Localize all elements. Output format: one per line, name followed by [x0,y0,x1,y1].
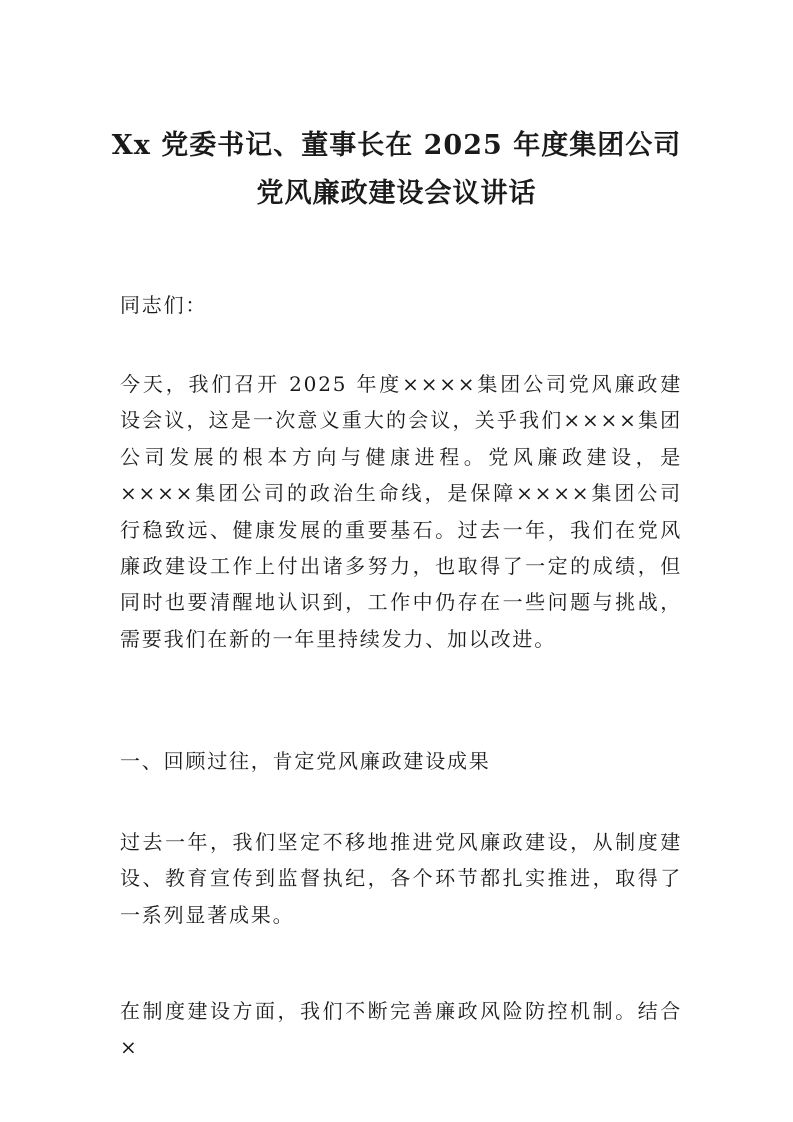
section-heading-review: 一、回顾过往，肯定党风廉政建设成果 [120,749,491,773]
document-title-line-2: 党风廉政建设会议讲话 [256,178,537,209]
paragraph-opening: 今天，我们召开 2025 年度××××集团公司党风廉政建设会议，这是一次意义重大的会议，关乎我们××××集团公司发展的根本方向与健康进程。党风廉政建设，是××××集团公司的政治生命线，是保障××××集团公司行稳致远、健康发展的重要基石。过去一年，我们在党风廉政建设工作上付出诸多努力，也取得了一定的成绩，但同时也要清醒地认识到，工作中仍存在一些问题与挑战，需要我们在新的一年里持续发力、加以改进。 [120,372,682,651]
salutation: 同志们： [120,293,208,317]
document-title-line-1: Xx 党委书记、董事长在 2025 年度集团公司 [111,130,682,161]
paragraph-institution-building: 在制度建设方面，我们不断完善廉政风险防控机制。结合× [120,999,682,1060]
paragraph-achievements: 过去一年，我们坚定不移地推进党风廉政建设，从制度建设、教育宣传到监督执纪，各个环节都扎实推进，取得了一系列显著成果。 [120,830,682,927]
